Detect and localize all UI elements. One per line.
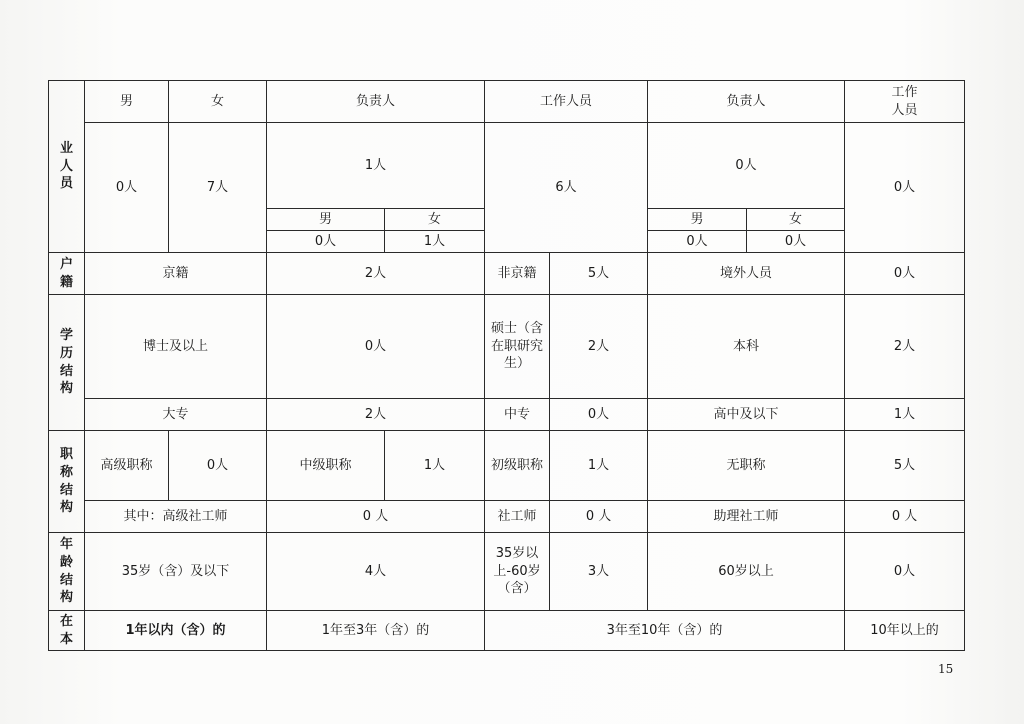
lead2-female-count: 0人 — [747, 231, 845, 253]
highschool-label: 高中及以下 — [648, 399, 845, 431]
worker-count-1: 6人 — [485, 123, 648, 253]
middle-title-count: 1人 — [385, 431, 485, 501]
personnel-statistics-table — [48, 80, 965, 651]
lead1-female-count: 1人 — [385, 231, 485, 253]
bachelor-label: 本科 — [648, 295, 845, 399]
age-over60-count: 0人 — [845, 533, 965, 611]
section-zaiben-label: 在 本 — [49, 611, 85, 651]
section-zhicheng-label: 职 称 结 构 — [49, 431, 85, 533]
lead1-female-label: 女 — [385, 209, 485, 231]
age-under35-count: 4人 — [267, 533, 485, 611]
master-count: 2人 — [550, 295, 648, 399]
section-staff-label: 业 人 员 — [49, 81, 85, 253]
secondary-count: 0人 — [550, 399, 648, 431]
lead1-male-count: 0人 — [267, 231, 385, 253]
senior-social-worker-count: 0 人 — [267, 501, 485, 533]
staff-female-count: 7人 — [169, 123, 267, 253]
no-title-label: 无职称 — [648, 431, 845, 501]
age-35-60-count: 3人 — [550, 533, 648, 611]
lead2-male-count: 0人 — [648, 231, 747, 253]
college-count: 2人 — [267, 399, 485, 431]
lead-count-1: 1人 — [267, 123, 485, 209]
doctor-count: 0人 — [267, 295, 485, 399]
social-worker-label: 社工师 — [485, 501, 550, 533]
lead-header-2: 负责人 — [648, 81, 845, 123]
master-label: 硕士（含在职研究生） — [485, 295, 550, 399]
section-huji-label: 户 籍 — [49, 253, 85, 295]
lead-count-2: 0人 — [648, 123, 845, 209]
secondary-label: 中专 — [485, 399, 550, 431]
assistant-social-worker-label: 助理社工师 — [648, 501, 845, 533]
bachelor-count: 2人 — [845, 295, 965, 399]
worker-count-2: 0人 — [845, 123, 965, 253]
nonbeijing-label: 非京籍 — [485, 253, 550, 295]
age-under35-label: 35岁（含）及以下 — [85, 533, 267, 611]
beijing-count: 2人 — [267, 253, 485, 295]
staff-male-header: 男 — [85, 81, 169, 123]
lead2-female-label: 女 — [747, 209, 845, 231]
junior-title-count: 1人 — [550, 431, 648, 501]
tenure-1-3yr: 1年至3年（含）的 — [267, 611, 485, 651]
lead1-male-label: 男 — [267, 209, 385, 231]
nonbeijing-count: 5人 — [550, 253, 648, 295]
highschool-count: 1人 — [845, 399, 965, 431]
junior-title-label: 初级职称 — [485, 431, 550, 501]
page-number: 15 — [938, 662, 954, 676]
section-nianling-label: 年 龄 结 构 — [49, 533, 85, 611]
staff-male-count: 0人 — [85, 123, 169, 253]
doctor-label: 博士及以上 — [85, 295, 267, 399]
overseas-count: 0人 — [845, 253, 965, 295]
worker-header-1: 工作人员 — [485, 81, 648, 123]
section-xueli-label: 学 历 结 构 — [49, 295, 85, 431]
beijing-label: 京籍 — [85, 253, 267, 295]
social-worker-count: 0 人 — [550, 501, 648, 533]
tenure-within-1yr: 1年以内（含）的 — [85, 611, 267, 651]
tenure-over-10yr: 10年以上的 — [845, 611, 965, 651]
senior-social-worker-label: 其中：高级社工师 — [85, 501, 267, 533]
tenure-3-10yr: 3年至10年（含）的 — [485, 611, 845, 651]
lead2-male-label: 男 — [648, 209, 747, 231]
assistant-social-worker-count: 0 人 — [845, 501, 965, 533]
overseas-label: 境外人员 — [648, 253, 845, 295]
senior-title-label: 高级职称 — [85, 431, 169, 501]
age-over60-label: 60岁以上 — [648, 533, 845, 611]
age-35-60-label: 35岁以上-60岁（含） — [485, 533, 550, 611]
staff-female-header: 女 — [169, 81, 267, 123]
lead-header-1: 负责人 — [267, 81, 485, 123]
college-label: 大专 — [85, 399, 267, 431]
worker-header-2: 工作 人员 — [845, 81, 965, 123]
senior-title-count: 0人 — [169, 431, 267, 501]
no-title-count: 5人 — [845, 431, 965, 501]
middle-title-label: 中级职称 — [267, 431, 385, 501]
